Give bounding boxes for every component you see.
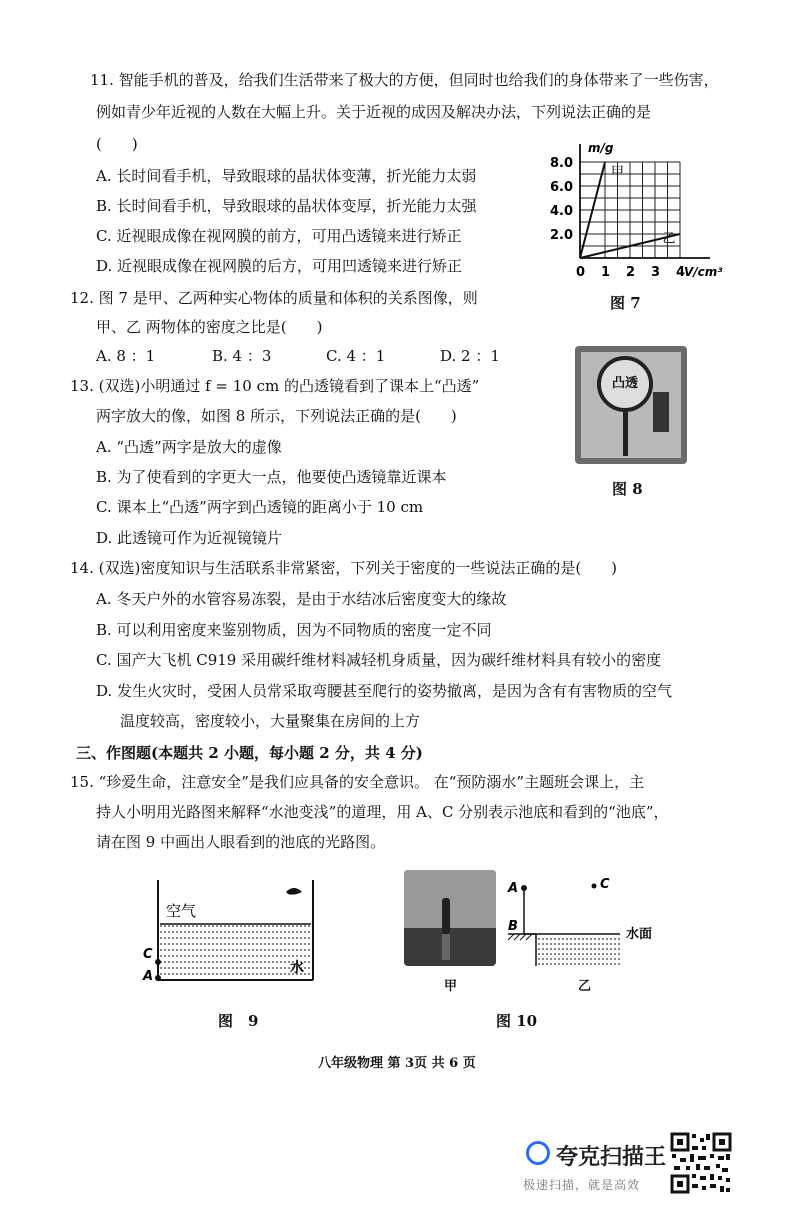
figure-10-jia-photo bbox=[404, 870, 496, 966]
figure-10-yi-diagram bbox=[502, 866, 672, 976]
q13-option-c: C. 课本上“凸透”两字到凸透镜的距离小于 10 cm bbox=[96, 498, 424, 516]
y-tick-label: 8.0 bbox=[550, 156, 574, 171]
water-surface-label: 水面 bbox=[626, 927, 653, 942]
q14-option-d: D. 发生火灾时，受困人员常采取弯腰甚至爬行的姿势撤离，是因为含有有害物质的空气 bbox=[96, 682, 673, 700]
q11-option-a: A. 长时间看手机，导致眼球的晶状体变薄，折光能力太弱 bbox=[96, 167, 477, 185]
scanner-logo-icon bbox=[526, 1141, 550, 1165]
figure-10-jia-label: 甲 bbox=[444, 979, 458, 994]
q12-option-d: D. 2 ：1 bbox=[440, 347, 500, 365]
water-hatching bbox=[160, 926, 311, 974]
water-hatching bbox=[538, 939, 620, 964]
q11-line2: 例如青少年近视的人数在大幅上升。关于近视的成因及解决办法，下列说法正确的是 bbox=[96, 103, 652, 121]
point-c-label: C bbox=[143, 947, 153, 962]
q15-line1: 15. “珍爱生命，注意安全”是我们应具备的安全意识。 在“预防溺水”主题班会课上，主 bbox=[70, 773, 645, 791]
photo-reflection bbox=[442, 934, 450, 960]
q13-option-b: B. 为了使看到的字更大一点，他要使凸透镜靠近课本 bbox=[96, 468, 447, 486]
y-tick-label: 2.0 bbox=[550, 228, 574, 243]
q11-line1: 11. 智能手机的普及，给我们生活带来了极大的方便，但同时也给我们的身体带来了一些伤害， bbox=[90, 71, 719, 89]
x-axis-label: V/cm³ bbox=[684, 265, 723, 279]
q11-option-c: C. 近视眼成像在视网膜的前方，可用凸透镜来进行矫正 bbox=[96, 227, 462, 245]
figure-7-caption: 图 7 bbox=[610, 294, 641, 312]
photo-pole bbox=[442, 898, 450, 934]
air-label: 空气 bbox=[166, 902, 197, 920]
q12-option-b: B. 4 ：3 bbox=[212, 347, 272, 365]
x-tick-label: 0 bbox=[576, 265, 586, 280]
x-tick-label: 1 bbox=[601, 265, 611, 280]
point-a-dot bbox=[155, 975, 161, 981]
watermark-title: 夸克扫描王 bbox=[556, 1145, 667, 1170]
series-label-jia: 甲 bbox=[611, 165, 625, 180]
q14-option-b: B. 可以利用密度来鉴别物质，因为不同物质的密度一定不同 bbox=[96, 621, 492, 639]
x-tick-label: 3 bbox=[651, 265, 661, 280]
point-c-dot bbox=[155, 959, 161, 965]
q13-option-a: A. “凸透”两字是放大的虚像 bbox=[96, 438, 282, 456]
q13-line1: 13. (双选)小明通过 f = 10 cm 的凸透镜看到了课本上“凸透” bbox=[70, 377, 480, 395]
q12-line2: 甲、乙 两物体的密度之比是( ) bbox=[96, 318, 323, 336]
figure-10-caption: 图 10 bbox=[496, 1012, 538, 1030]
q12-option-c: C. 4 ：1 bbox=[326, 347, 386, 365]
x-tick-label: 4 bbox=[676, 265, 686, 280]
q13-line2: 两字放大的像，如图 8 所示，下列说法正确的是( ) bbox=[96, 407, 457, 425]
q14-option-a: A. 冬天户外的水管容易冻裂，是由于水结冰后密度变大的缘故 bbox=[96, 590, 507, 608]
figure-9-diagram bbox=[138, 880, 318, 990]
watermark-subtitle: 极速扫描，就是高效 bbox=[523, 1178, 641, 1192]
qr-code-icon bbox=[670, 1132, 732, 1194]
q13-option-d: D. 此透镜可作为近视镜镜片 bbox=[96, 529, 283, 547]
magnifier-lens bbox=[597, 356, 653, 412]
q14-option-d-cont: 温度较高，密度较小，大量聚集在房间的上方 bbox=[120, 712, 421, 730]
point-a-dot bbox=[521, 885, 527, 891]
figure-8-photo bbox=[575, 346, 687, 464]
point-a-label: A bbox=[508, 881, 519, 896]
water-label: 水 bbox=[290, 960, 304, 976]
q14-option-c: C. 国产大飞机 C919 采用碳纤维材料减轻机身质量，因为碳纤维材料具有较小的密度 bbox=[96, 651, 662, 669]
point-b-label: B bbox=[508, 919, 518, 934]
book-dark-block bbox=[653, 392, 669, 432]
q11-option-d: D. 近视眼成像在视网膜的后方，可用凹透镜来进行矫正 bbox=[96, 257, 463, 275]
page-footer: 八年级物理 第 3页 共 6 页 bbox=[318, 1056, 476, 1071]
point-c-dot bbox=[592, 884, 597, 889]
figure-7-chart bbox=[545, 140, 730, 290]
eye-icon bbox=[286, 888, 302, 895]
ground-hatching bbox=[508, 934, 532, 940]
y-tick-label: 6.0 bbox=[550, 180, 574, 195]
y-tick-label: 4.0 bbox=[550, 204, 574, 219]
q14-line1: 14. (双选)密度知识与生活联系非常紧密，下列关于密度的一些说法正确的是( ) bbox=[70, 559, 618, 577]
figure-8-caption: 图 8 bbox=[612, 480, 643, 498]
figure-10-yi-label: 乙 bbox=[578, 979, 592, 994]
lens-text: 凸透 bbox=[611, 376, 638, 391]
figure-9-caption: 图 9 bbox=[218, 1012, 259, 1030]
photo-sky bbox=[404, 870, 496, 928]
q11-paren: ( ) bbox=[96, 135, 138, 153]
q15-line3: 请在图 9 中画出人眼看到的池底的光路图。 bbox=[96, 833, 386, 851]
x-tick-label: 2 bbox=[626, 265, 636, 280]
q12-line1: 12. 图 7 是甲、乙两种实心物体的质量和体积的关系图像，则 bbox=[70, 289, 478, 307]
section-3-heading: 三、作图题(本题共 2 小题，每小题 2 分，共 4 分) bbox=[76, 744, 423, 762]
magnifier-handle bbox=[623, 410, 628, 456]
q12-option-a: A. 8 ：1 bbox=[96, 347, 156, 365]
point-c-label: C bbox=[600, 877, 610, 892]
y-axis-label: m/g bbox=[588, 141, 614, 155]
point-a-label: A bbox=[143, 969, 154, 984]
q11-option-b: B. 长时间看手机，导致眼球的晶状体变厚，折光能力太强 bbox=[96, 197, 477, 215]
series-label-yi: 乙 bbox=[662, 231, 676, 247]
q15-line2: 持人小明用光路图来解释“水池变浅”的道理，用 A、C 分别表示池底和看到的“池底”， bbox=[96, 803, 669, 821]
